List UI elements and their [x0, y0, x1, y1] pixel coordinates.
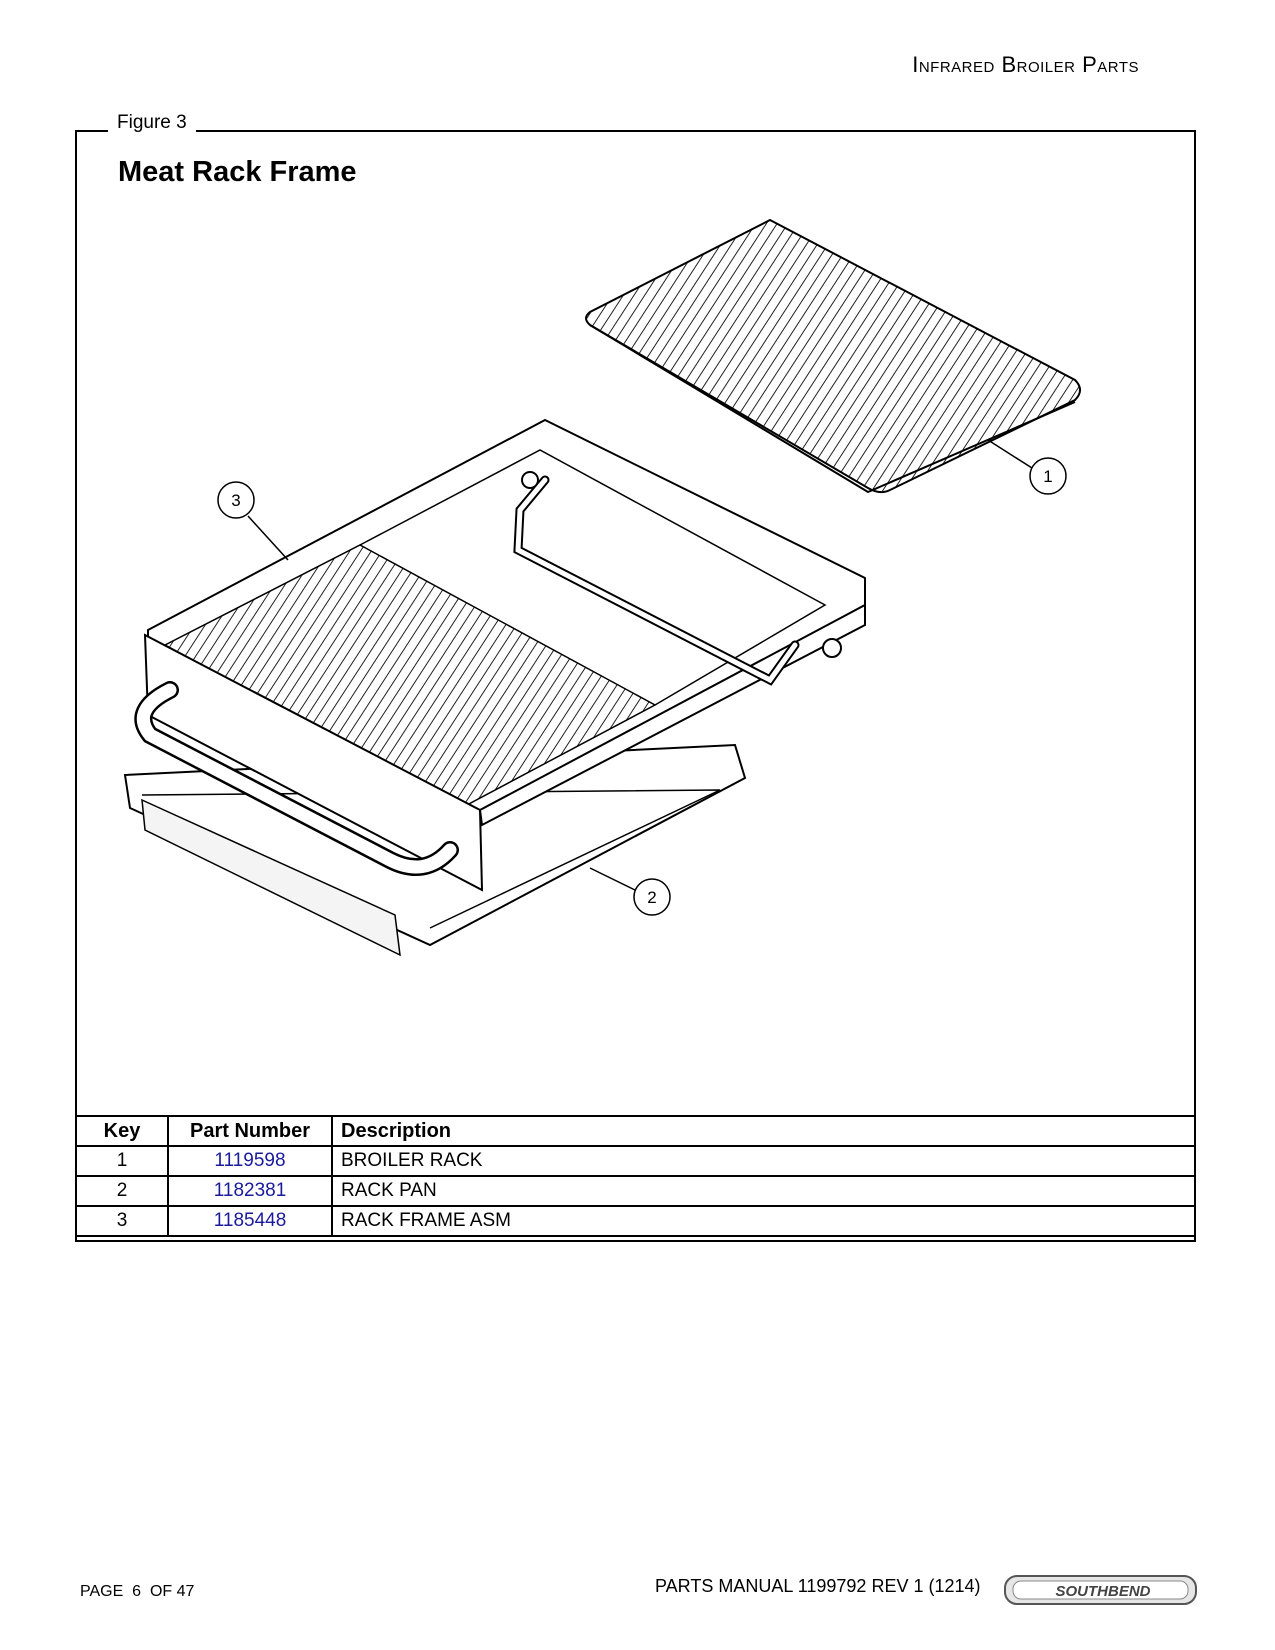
callout-1: [988, 440, 1066, 494]
southbend-logo: [1003, 1574, 1198, 1606]
figure-label: Figure 3: [108, 112, 196, 134]
header-description: Description: [332, 1116, 1195, 1146]
callout-3: [218, 482, 288, 560]
part-number-link[interactable]: 1182381: [168, 1176, 332, 1206]
page-number: PAGE 6 OF 47: [80, 1583, 195, 1600]
cell-key: 2: [76, 1176, 168, 1206]
table-row: [76, 1146, 1195, 1176]
manual-reference: PARTS MANUAL 1199792 REV 1 (1214): [655, 1576, 981, 1596]
exploded-view-drawing: [120, 210, 1140, 1010]
cell-key: 1: [76, 1146, 168, 1176]
callout-3-label: 3: [231, 491, 241, 510]
table-row: [76, 1206, 1195, 1236]
part-number-link[interactable]: 1119598: [168, 1146, 332, 1176]
table-header-row: [76, 1116, 1195, 1146]
header-part-number: Part Number: [168, 1116, 332, 1146]
figure-title: Meat Rack Frame: [118, 156, 357, 188]
callout-2-label: 2: [647, 888, 657, 907]
cell-description: BROILER RACK: [332, 1146, 1195, 1176]
header-key: Key: [76, 1116, 168, 1146]
section-header: Infrared Broiler Parts: [912, 52, 1139, 77]
callout-2: [590, 868, 670, 915]
logo-text: SOUTHBEND: [1055, 1583, 1151, 1600]
part-number-link[interactable]: 1185448: [168, 1206, 332, 1236]
table-row: [76, 1176, 1195, 1206]
callout-1-label: 1: [1043, 467, 1053, 486]
parts-table: [75, 1115, 1196, 1237]
cell-key: 3: [76, 1206, 168, 1236]
cell-description: RACK PAN: [332, 1176, 1195, 1206]
cell-description: RACK FRAME ASM: [332, 1206, 1195, 1236]
